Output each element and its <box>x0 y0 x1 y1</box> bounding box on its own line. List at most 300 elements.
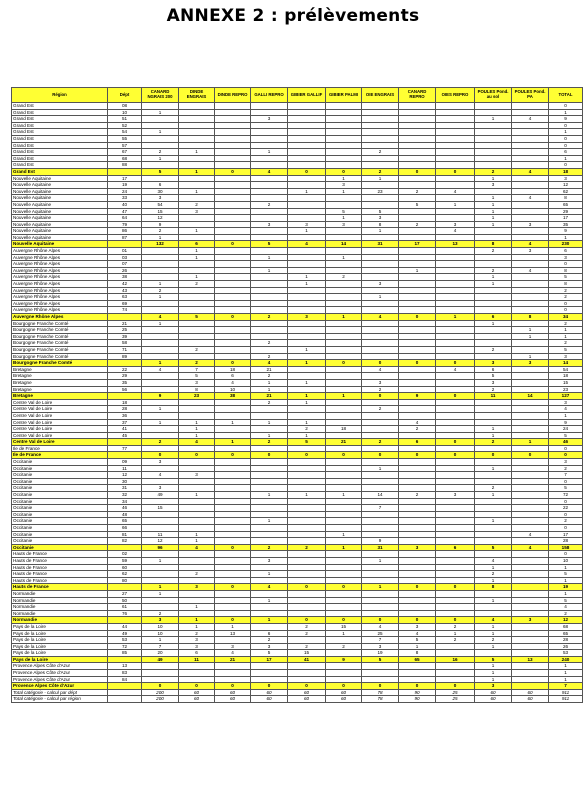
value-cell <box>215 399 251 406</box>
dept-cell: 60 <box>108 564 142 571</box>
value-cell <box>399 307 436 314</box>
table-row <box>12 511 583 518</box>
column-header: CANARD REPRO <box>399 88 436 103</box>
value-cell <box>179 142 215 149</box>
dept-cell: 89 <box>108 353 142 360</box>
value-cell <box>251 300 288 307</box>
dept-cell: 76 <box>108 610 142 617</box>
value-cell: 5 <box>362 208 399 215</box>
value-cell: 4 <box>512 241 549 248</box>
value-cell <box>142 353 179 360</box>
value-cell <box>179 175 215 182</box>
value-cell <box>436 373 475 380</box>
value-cell: 1 <box>179 168 215 175</box>
value-cell <box>436 505 475 512</box>
value-cell: 1 <box>399 643 436 650</box>
value-cell <box>142 162 179 169</box>
value-cell <box>512 379 549 386</box>
table-row <box>12 406 583 413</box>
value-cell <box>179 505 215 512</box>
value-cell: 4 <box>512 544 549 551</box>
value-cell <box>142 116 179 123</box>
dept-cell: 29 <box>108 373 142 380</box>
region-total-row <box>12 584 583 591</box>
value-cell: 60 <box>251 689 288 696</box>
value-cell: 5 <box>288 439 326 446</box>
value-cell: 3 <box>215 643 251 650</box>
value-cell <box>512 103 549 110</box>
value-cell <box>288 590 326 597</box>
region-total-row <box>12 683 583 690</box>
region-cell: Hauts de France <box>12 577 108 584</box>
value-cell: 4 <box>362 623 399 630</box>
value-cell: 9 <box>362 538 399 545</box>
value-cell <box>399 511 436 518</box>
value-cell <box>215 155 251 162</box>
value-cell: 8 <box>362 221 399 228</box>
value-cell: 1 <box>475 281 512 288</box>
table-row <box>12 182 583 189</box>
value-cell <box>326 373 362 380</box>
value-cell <box>399 465 436 472</box>
value-cell <box>215 498 251 505</box>
value-cell: 2 <box>142 228 179 235</box>
table-row <box>12 564 583 571</box>
value-cell: 1 <box>475 320 512 327</box>
value-cell: 2 <box>475 168 512 175</box>
value-cell: 0 <box>549 142 583 149</box>
value-cell <box>399 175 436 182</box>
value-cell: 1 <box>179 149 215 156</box>
value-cell <box>288 182 326 189</box>
value-cell <box>215 670 251 677</box>
region-cell: Occitanie <box>12 498 108 505</box>
table-row <box>12 142 583 149</box>
table-row <box>12 228 583 235</box>
value-cell: 0 <box>549 452 583 459</box>
value-cell: 18 <box>549 373 583 380</box>
value-cell <box>215 149 251 156</box>
value-cell <box>399 340 436 347</box>
region-cell: Occitanie <box>12 518 108 525</box>
value-cell: 4 <box>362 314 399 321</box>
value-cell <box>436 577 475 584</box>
value-cell <box>179 485 215 492</box>
value-cell: 2 <box>251 353 288 360</box>
value-cell <box>215 221 251 228</box>
value-cell <box>326 637 362 644</box>
value-cell <box>475 287 512 294</box>
value-cell: 6 <box>179 650 215 657</box>
value-cell: 8 <box>549 267 583 274</box>
value-cell <box>251 445 288 452</box>
region-cell: Nouvelle Aquitaine <box>12 195 108 202</box>
value-cell <box>436 590 475 597</box>
value-cell <box>475 228 512 235</box>
value-cell <box>288 459 326 466</box>
value-cell <box>142 254 179 261</box>
value-cell: 53 <box>549 650 583 657</box>
value-cell <box>179 459 215 466</box>
value-cell <box>475 610 512 617</box>
value-cell <box>436 412 475 419</box>
value-cell <box>436 478 475 485</box>
value-cell: 3 <box>251 221 288 228</box>
region-cell: Nouvelle Aquitaine <box>12 234 108 241</box>
value-cell: 3 <box>179 643 215 650</box>
value-cell: 1 <box>179 531 215 538</box>
value-cell: 1 <box>215 419 251 426</box>
value-cell <box>215 472 251 479</box>
value-cell: 3 <box>436 221 475 228</box>
value-cell: 21 <box>215 656 251 663</box>
column-header: DINDE ENGRAIS <box>179 88 215 103</box>
value-cell <box>251 676 288 683</box>
value-cell <box>288 122 326 129</box>
table-row <box>12 162 583 169</box>
dept-cell: 72 <box>108 643 142 650</box>
value-cell <box>251 248 288 255</box>
value-cell: 2 <box>399 492 436 499</box>
value-cell <box>436 234 475 241</box>
value-cell <box>326 300 362 307</box>
table-row <box>12 551 583 558</box>
value-cell: 15 <box>549 379 583 386</box>
value-cell: 2 <box>549 294 583 301</box>
value-cell: 19 <box>549 584 583 591</box>
value-cell <box>288 412 326 419</box>
value-cell <box>251 142 288 149</box>
column-header: OIE ENGRAIS <box>362 88 399 103</box>
value-cell: 1 <box>475 116 512 123</box>
value-cell: 1 <box>512 439 549 446</box>
value-cell <box>215 637 251 644</box>
dept-cell: 37 <box>108 419 142 426</box>
value-cell <box>512 459 549 466</box>
value-cell <box>251 320 288 327</box>
value-cell: 0 <box>399 584 436 591</box>
value-cell <box>288 505 326 512</box>
value-cell: 6 <box>436 544 475 551</box>
region-cell: Grand Est <box>12 149 108 156</box>
value-cell <box>288 300 326 307</box>
value-cell <box>326 320 362 327</box>
value-cell <box>399 445 436 452</box>
value-cell: 5 <box>251 241 288 248</box>
value-cell <box>179 261 215 268</box>
value-cell: 2 <box>475 485 512 492</box>
value-cell: 1 <box>142 419 179 426</box>
value-cell <box>288 557 326 564</box>
value-cell: 1 <box>288 379 326 386</box>
value-cell: 2 <box>362 439 399 446</box>
value-cell: 1 <box>251 597 288 604</box>
value-cell: 5 <box>549 597 583 604</box>
dept-cell <box>108 314 142 321</box>
value-cell <box>142 327 179 334</box>
region-cell: Nouvelle Aquitaine <box>12 208 108 215</box>
value-cell <box>288 478 326 485</box>
region-total-row <box>12 452 583 459</box>
table-row <box>12 518 583 525</box>
value-cell <box>251 122 288 129</box>
value-cell: 3 <box>512 221 549 228</box>
value-cell <box>179 670 215 677</box>
value-cell: 65 <box>399 656 436 663</box>
dept-cell: 34 <box>108 498 142 505</box>
value-cell <box>179 406 215 413</box>
value-cell: 6 <box>549 149 583 156</box>
value-cell: 49 <box>142 492 179 499</box>
dept-cell: 24 <box>108 188 142 195</box>
value-cell <box>362 346 399 353</box>
value-cell: 0 <box>436 617 475 624</box>
value-cell: 1 <box>362 465 399 472</box>
value-cell <box>436 103 475 110</box>
value-cell <box>399 135 436 142</box>
value-cell: 13 <box>215 630 251 637</box>
value-cell: 0 <box>436 393 475 400</box>
region-cell: Nouvelle Aquitaine <box>12 188 108 195</box>
value-cell <box>251 234 288 241</box>
value-cell <box>436 426 475 433</box>
value-cell <box>475 419 512 426</box>
value-cell: 0 <box>215 168 251 175</box>
value-cell <box>288 465 326 472</box>
value-cell <box>215 208 251 215</box>
value-cell <box>251 274 288 281</box>
value-cell <box>215 195 251 202</box>
dept-cell: 11 <box>108 465 142 472</box>
value-cell <box>215 465 251 472</box>
value-cell <box>475 135 512 142</box>
value-cell: 2 <box>142 149 179 156</box>
value-cell: 60 <box>179 689 215 696</box>
value-cell <box>436 142 475 149</box>
value-cell <box>399 333 436 340</box>
value-cell <box>179 155 215 162</box>
value-cell: 1 <box>142 637 179 644</box>
value-cell <box>512 155 549 162</box>
value-cell: 200 <box>142 696 179 703</box>
dept-cell: 41 <box>108 426 142 433</box>
value-cell <box>142 432 179 439</box>
table-row <box>12 472 583 479</box>
value-cell <box>326 327 362 334</box>
value-cell: 1 <box>251 379 288 386</box>
value-cell <box>436 320 475 327</box>
value-cell <box>251 103 288 110</box>
value-cell: 31 <box>362 241 399 248</box>
value-cell <box>142 525 179 532</box>
value-cell <box>288 208 326 215</box>
value-cell <box>215 333 251 340</box>
value-cell <box>215 320 251 327</box>
value-cell <box>475 406 512 413</box>
value-cell <box>179 267 215 274</box>
value-cell: 2 <box>288 630 326 637</box>
dept-cell: 18 <box>108 399 142 406</box>
region-cell: Centre Val de Loire <box>12 426 108 433</box>
value-cell <box>251 472 288 479</box>
value-cell <box>179 307 215 314</box>
value-cell <box>142 267 179 274</box>
value-cell <box>142 340 179 347</box>
value-cell <box>215 103 251 110</box>
value-cell: 3 <box>142 617 179 624</box>
value-cell <box>362 162 399 169</box>
value-cell <box>362 109 399 116</box>
dept-cell: 43 <box>108 287 142 294</box>
value-cell <box>251 195 288 202</box>
region-cell: Grand Est <box>12 109 108 116</box>
value-cell <box>179 135 215 142</box>
value-cell <box>179 320 215 327</box>
table-row <box>12 267 583 274</box>
dept-cell: 03 <box>108 254 142 261</box>
value-cell: 1 <box>475 663 512 670</box>
value-cell <box>436 175 475 182</box>
table-row <box>12 333 583 340</box>
value-cell <box>251 538 288 545</box>
value-cell: 1 <box>179 604 215 611</box>
value-cell <box>288 366 326 373</box>
grand-total-row <box>12 696 583 703</box>
column-header: GIBIER GALLIF <box>288 88 326 103</box>
value-cell <box>142 564 179 571</box>
value-cell <box>251 426 288 433</box>
value-cell <box>142 604 179 611</box>
value-cell <box>251 129 288 136</box>
table-row <box>12 498 583 505</box>
value-cell: 1 <box>288 492 326 499</box>
value-cell: 4 <box>475 557 512 564</box>
value-cell: 2 <box>475 571 512 578</box>
value-cell <box>288 261 326 268</box>
value-cell <box>142 333 179 340</box>
value-cell <box>512 182 549 189</box>
value-cell: 2 <box>251 544 288 551</box>
value-cell <box>288 637 326 644</box>
value-cell: 0 <box>215 683 251 690</box>
region-cell: Occitanie <box>12 472 108 479</box>
value-cell: 2 <box>179 346 215 353</box>
value-cell: 1 <box>288 432 326 439</box>
value-cell: 46 <box>549 439 583 446</box>
value-cell <box>475 353 512 360</box>
value-cell <box>512 307 549 314</box>
value-cell: 1 <box>215 439 251 446</box>
value-cell: 15 <box>142 505 179 512</box>
value-cell <box>362 300 399 307</box>
value-cell <box>288 129 326 136</box>
value-cell <box>512 188 549 195</box>
value-cell: 35 <box>549 221 583 228</box>
dept-cell <box>108 544 142 551</box>
value-cell <box>512 590 549 597</box>
value-cell: 1 <box>251 419 288 426</box>
value-cell: 1 <box>475 597 512 604</box>
value-cell <box>215 459 251 466</box>
value-cell: 1 <box>549 129 583 136</box>
value-cell <box>288 610 326 617</box>
value-cell <box>326 129 362 136</box>
value-cell <box>512 234 549 241</box>
value-cell <box>288 201 326 208</box>
value-cell <box>288 531 326 538</box>
dept-cell: 59 <box>108 557 142 564</box>
value-cell <box>288 327 326 334</box>
table-row <box>12 327 583 334</box>
region-cell: Auvergne Rhône Alpes <box>12 248 108 255</box>
value-cell: 38 <box>215 393 251 400</box>
value-cell: 2 <box>475 386 512 393</box>
value-cell <box>475 188 512 195</box>
value-cell <box>142 498 179 505</box>
value-cell <box>215 445 251 452</box>
column-header: OIES REPRO <box>436 88 475 103</box>
value-cell: 7 <box>549 683 583 690</box>
value-cell: 4 <box>142 472 179 479</box>
value-cell: 0 <box>142 683 179 690</box>
value-cell: 3 <box>512 248 549 255</box>
value-cell: 1 <box>179 617 215 624</box>
value-cell <box>512 274 549 281</box>
value-cell: 18 <box>549 168 583 175</box>
value-cell <box>362 340 399 347</box>
value-cell: 1 <box>326 188 362 195</box>
column-header: DINDE REPRO <box>215 88 251 103</box>
value-cell: 4 <box>549 604 583 611</box>
value-cell <box>399 366 436 373</box>
value-cell <box>251 333 288 340</box>
value-cell <box>362 472 399 479</box>
table-row <box>12 103 583 110</box>
dept-cell: 54 <box>108 129 142 136</box>
value-cell: 26 <box>549 643 583 650</box>
value-cell <box>288 340 326 347</box>
value-cell <box>436 379 475 386</box>
table-row <box>12 248 583 255</box>
value-cell: 4 <box>142 314 179 321</box>
value-cell <box>215 346 251 353</box>
value-cell <box>142 346 179 353</box>
value-cell <box>362 571 399 578</box>
value-cell: 15 <box>142 208 179 215</box>
value-cell: 1 <box>512 353 549 360</box>
dept-cell: 33 <box>108 195 142 202</box>
value-cell <box>215 676 251 683</box>
value-cell: 0 <box>326 168 362 175</box>
region-cell: Occitanie <box>12 525 108 532</box>
value-cell: 1 <box>142 129 179 136</box>
value-cell <box>436 399 475 406</box>
region-cell: Pays de la Loire <box>12 650 108 657</box>
value-cell <box>215 188 251 195</box>
value-cell <box>288 142 326 149</box>
value-cell <box>142 478 179 485</box>
table-row <box>12 294 583 301</box>
value-cell <box>142 551 179 558</box>
value-cell <box>215 597 251 604</box>
value-cell: 1 <box>549 564 583 571</box>
dept-cell: 32 <box>108 492 142 499</box>
value-cell <box>326 135 362 142</box>
dept-cell: 52 <box>108 122 142 129</box>
table-row <box>12 597 583 604</box>
value-cell: 1 <box>475 564 512 571</box>
value-cell <box>399 472 436 479</box>
